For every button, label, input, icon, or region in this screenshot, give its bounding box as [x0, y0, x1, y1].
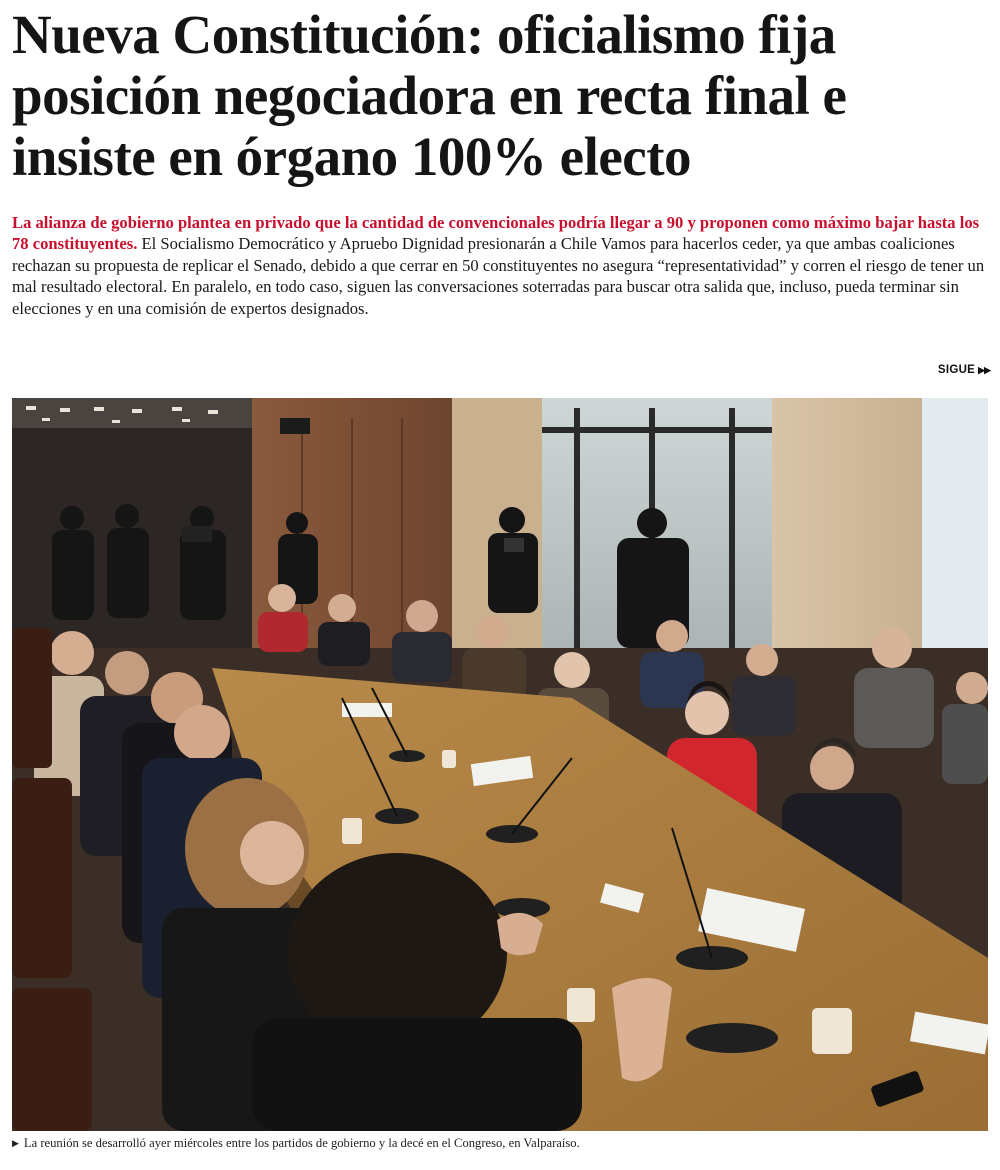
meeting-photo	[12, 398, 988, 1131]
lead-body: El Socialismo Democrático y Apruebo Dignidad presionarán a Chile Vamos para hacerlos ceder, ya que ambas coaliciones rechazan su propuesta de replicar el Senado, debido a que cerrar en 50 constituyentes no asegura “representatividad” y corren el riesgo de tener un mal resultado electoral. En paralelo, en todo caso, siguen las conversaciones soterradas para buscar otra salida que, incluso, pueda terminar sin elecciones y en una comisión de expertos designados.	[12, 234, 985, 318]
photo-caption-text: La reunión se desarrolló ayer miércoles entre los partidos de gobierno y la decé en el Congreso, en Valparaíso.	[23, 1136, 580, 1150]
continue-link[interactable]	[938, 364, 990, 376]
triangle-right-icon: ▶	[12, 1138, 19, 1148]
photo-caption	[12, 1135, 988, 1151]
lead-highlight: La alianza de gobierno plantea en privado que la cantidad de convencionales podría llegar a 90 y proponen como máximo bajar hasta los 78 constituyentes.	[12, 213, 980, 254]
lead-paragraph	[12, 212, 992, 319]
headline: Nueva Constitución: oficialismo fija posición negociadora en recta final e insiste en órgano 100% electo	[12, 4, 847, 187]
double-triangle-right-icon: ▶▶	[978, 364, 990, 375]
meeting-photo-illustration	[12, 398, 988, 1131]
continue-label: SIGUE	[937, 364, 976, 376]
